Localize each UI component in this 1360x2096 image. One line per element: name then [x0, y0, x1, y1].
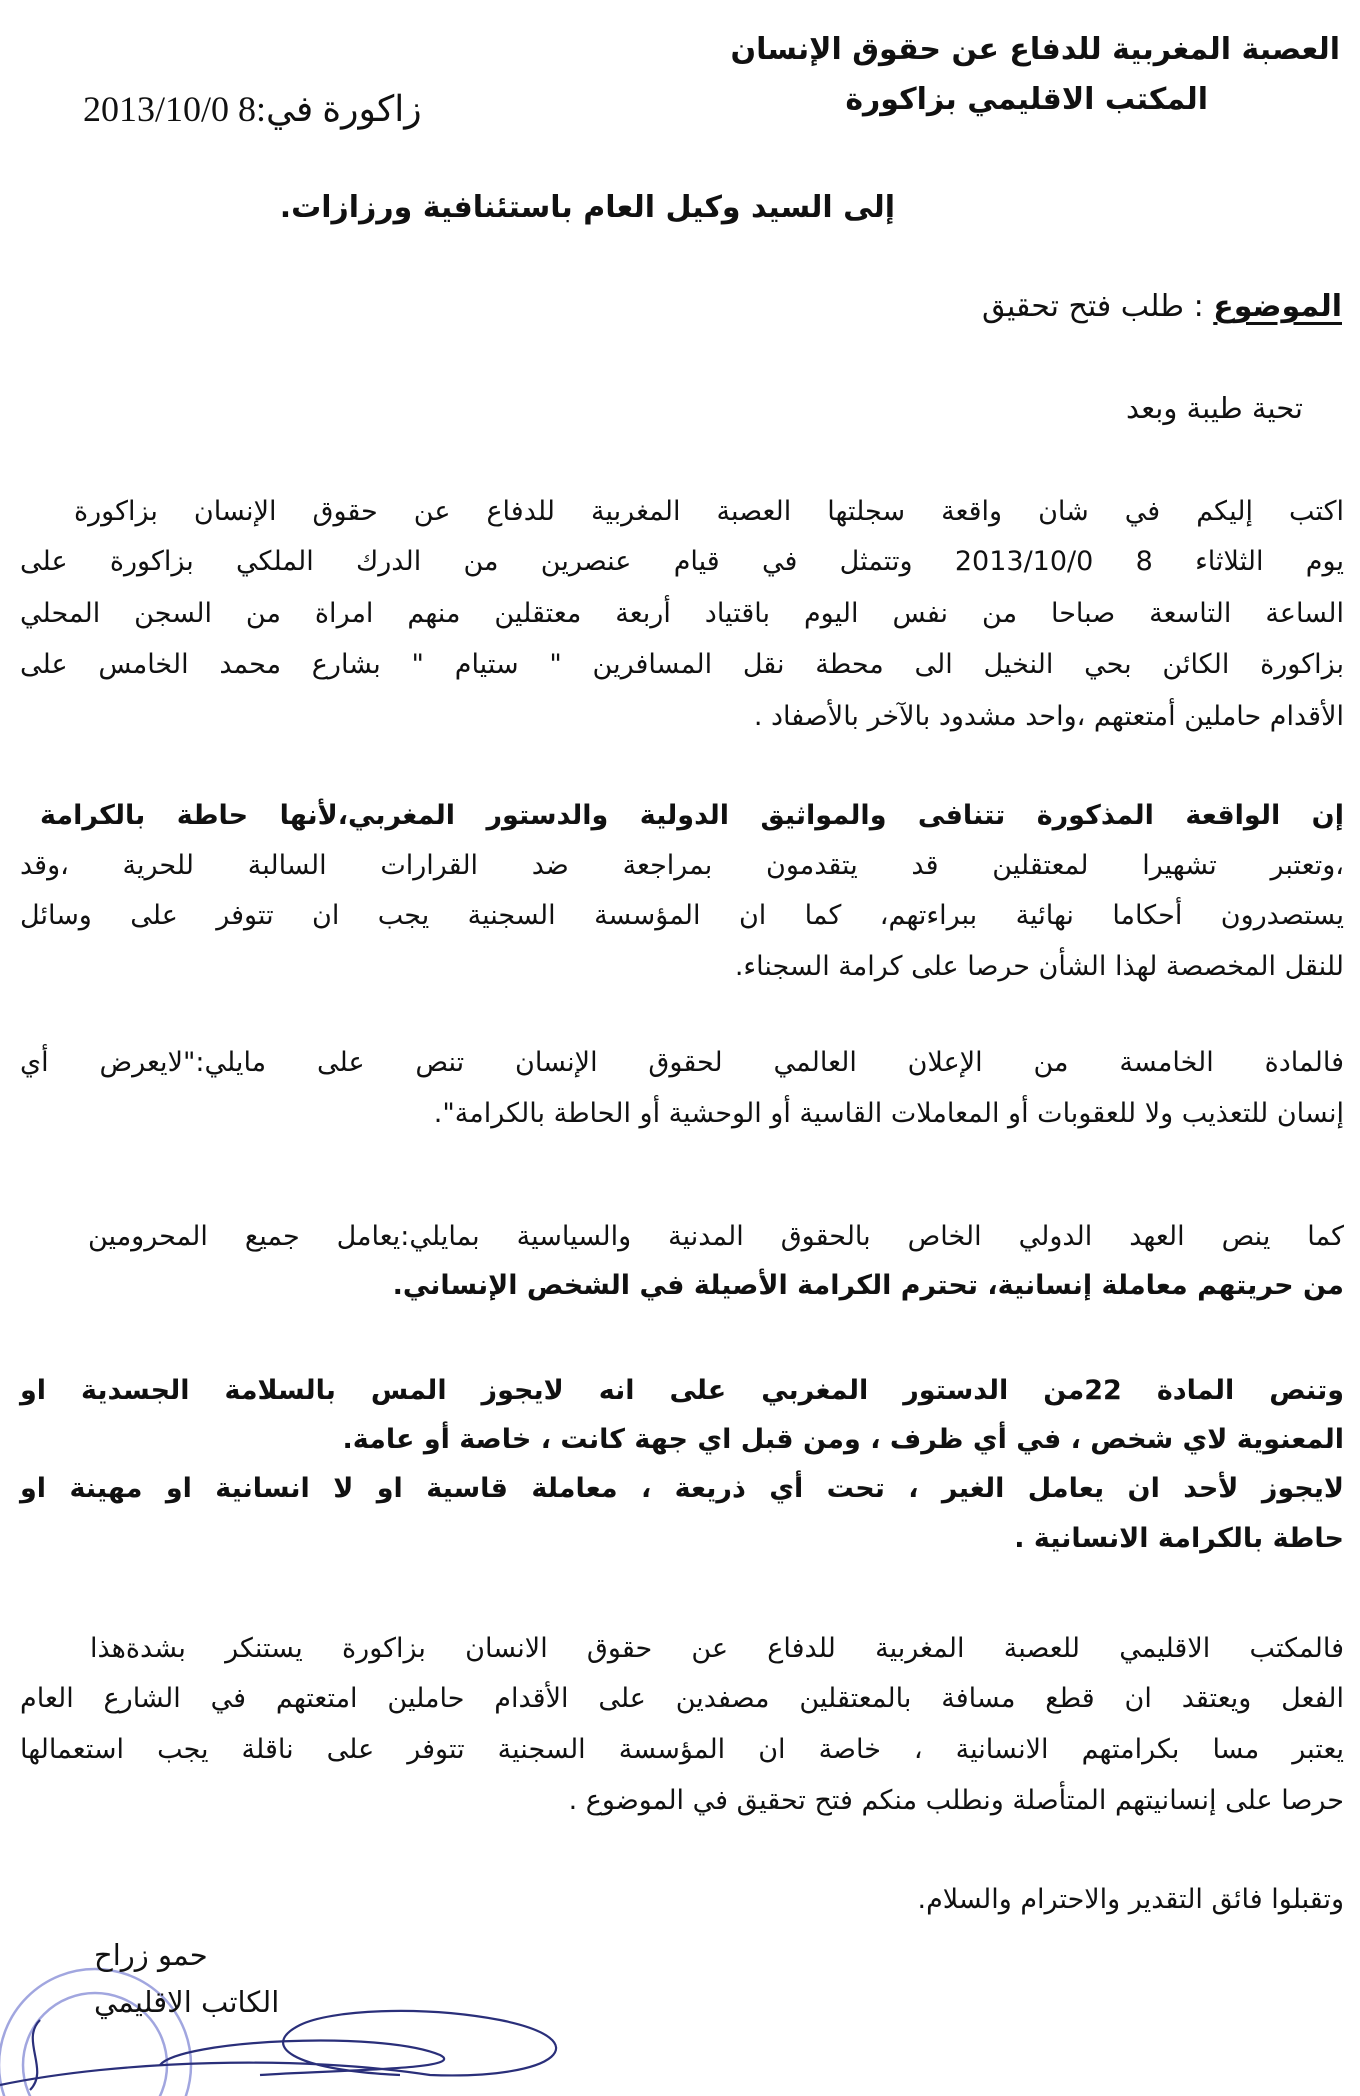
- body-line: لايجوز لأحد ان يعامل الغير ، تحت أي ذريعة ، معاملة قاسية او لا انسانية او مهينة او: [20, 1473, 1344, 1504]
- body-line: الفعل ويعتقد ان قطع مسافة بالمعتقلين مصفدين على الأقدام حاملين امتعتهم في الشارع العام: [20, 1683, 1344, 1714]
- body-line: اكتب إليكم في شان واقعة سجلتها العصبة المغربية للدفاع عن حقوق الإنسان بزاكورة: [74, 496, 1344, 527]
- greeting: تحية طيبة وبعد: [1126, 391, 1303, 425]
- body-line: للنقل المخصصة لهذا الشأن حرصا على كرامة السجناء.: [734, 951, 1344, 982]
- place-date: زاكورة في:8 2013/10/0: [83, 89, 422, 129]
- body-line: يستصدرون أحكاما نهائية ببراءتهم، كما ان المؤسسة السجنية يجب ان تتوفر على وسائل: [20, 900, 1344, 931]
- body-line: إنسان للتعذيب ولا للعقوبات أو المعاملات القاسية أو الوحشية أو الحاطة بالكرامة".: [433, 1098, 1344, 1129]
- body-line: يوم الثلاثاء 8 2013/10/0 وتتمثل في قيام عنصرين من الدرك الملكي بزاكورة على: [20, 546, 1344, 577]
- office-name: المكتب الاقليمي بزاكورة: [845, 82, 1208, 117]
- addressee: إلى السيد وكيل العام باستئنافية ورزازات.: [279, 190, 895, 225]
- signatory-name: حمو زراح: [94, 1938, 208, 1972]
- body-line: المعنوية لاي شخص ، في أي ظرف ، ومن قبل اي جهة كانت ، خاصة أو عامة.: [342, 1424, 1344, 1455]
- body-line: بزاكورة الكائن بحي النخيل الى محطة نقل المسافرين " ستيام " بشارع محمد الخامس على: [20, 649, 1344, 680]
- body-line: وتنص المادة 22من الدستور المغربي على انه لايجوز المس بالسلامة الجسدية او: [20, 1375, 1345, 1406]
- body-line: من حريتهم معاملة إنسانية، تحترم الكرامة الأصيلة في الشخص الإنساني.: [392, 1270, 1344, 1301]
- body-line: الأقدام حاملين أمتعتهم ،واحد مشدود بالآخر بالأصفاد .: [753, 701, 1344, 732]
- body-line: حرصا على إنسانيتهم المتأصلة ونطلب منكم فتح تحقيق في الموضوع .: [568, 1785, 1344, 1816]
- subject-label: الموضوع: [1213, 289, 1342, 324]
- subject-text: : طلب فتح تحقيق: [981, 289, 1204, 324]
- closing: وتقبلوا فائق التقدير والاحترام والسلام.: [917, 1884, 1344, 1915]
- body-line: كما ينص العهد الدولي الخاص بالحقوق المدنية والسياسية بمايلي:يعامل جميع المحرومين: [88, 1221, 1344, 1252]
- body-line: إن الواقعة المذكورة تتنافى والمواثيق الدولية والدستور المغربي،لأنها حاطة بالكرامة: [40, 800, 1344, 831]
- body-line: يعتبر مسا بكرامتهم الانسانية ، خاصة ان المؤسسة السجنية تتوفر على ناقلة يجب استعمالها: [20, 1734, 1344, 1765]
- org-name: العصبة المغربية للدفاع عن حقوق الإنسان: [730, 32, 1340, 67]
- subject-line: [982, 287, 1342, 327]
- signatory-title: الكاتب الاقليمي: [94, 1985, 280, 2019]
- body-line: الساعة التاسعة صباحا من نفس اليوم باقتياد أربعة معتقلين منهم امراة من السجن المحلي: [20, 598, 1344, 629]
- body-line: فالمكتب الاقليمي للعصبة المغربية للدفاع عن حقوق الانسان بزاكورة يستنكر بشدةهذا: [90, 1633, 1344, 1664]
- signature-icon: [0, 2011, 556, 2090]
- body-line: فالمادة الخامسة من الإعلان العالمي لحقوق الإنسان تنص على مايلي:"لايعرض أي: [20, 1047, 1344, 1078]
- body-line: حاطة بالكرامة الانسانية .: [1014, 1523, 1344, 1554]
- body-line: ،وتعتبر تشهيرا لمعتقلين قد يتقدمون بمراجعة ضد القرارات السالبة للحرية ،وقد: [20, 850, 1344, 881]
